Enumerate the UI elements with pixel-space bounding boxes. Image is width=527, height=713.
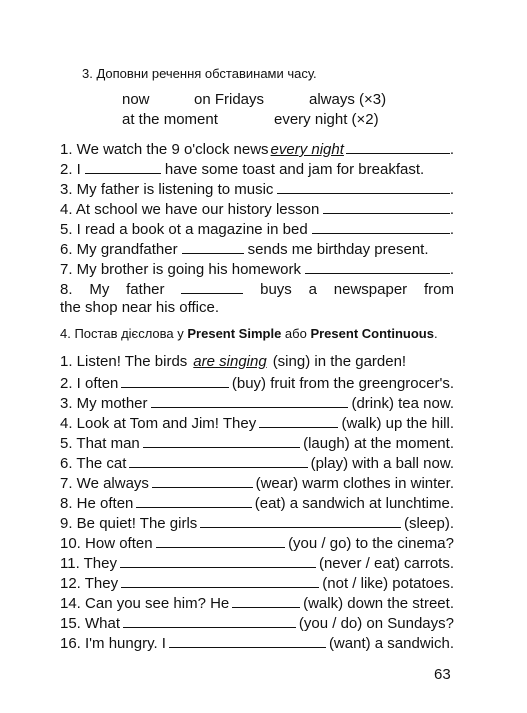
- exercise-3-title: 3. Доповни речення обставинами часу.: [82, 66, 317, 81]
- answer-blank[interactable]: [346, 139, 450, 154]
- ex4-sentence-3: 3. My mother (drink) tea now.: [60, 395, 454, 412]
- example-answer: every night: [270, 141, 344, 158]
- example-answer: are singing: [193, 353, 267, 370]
- word-always: always (×3): [309, 91, 387, 108]
- answer-blank[interactable]: [151, 393, 349, 408]
- answer-blank[interactable]: [232, 593, 300, 608]
- answer-blank[interactable]: [121, 373, 229, 388]
- ex3-sentence-8-cont: the shop near his office.: [60, 299, 219, 316]
- ex4-sentence-15: 15. What (you / do) on Sundays?: [60, 615, 454, 632]
- answer-blank[interactable]: [143, 433, 300, 448]
- ex4-sentence-4: 4. Look at Tom and Jim! They (walk) up the hill.: [60, 415, 454, 432]
- exercise-4-title: 4. Постав дієслова у Present Simple або Present Continuous.: [60, 326, 438, 341]
- ex4-sentence-9: 9. Be quiet! The girls (sleep).: [60, 515, 454, 532]
- answer-blank[interactable]: [156, 533, 286, 548]
- answer-blank[interactable]: [121, 573, 319, 588]
- page-number: 63: [434, 666, 451, 683]
- answer-blank[interactable]: [277, 179, 449, 194]
- ex4-sentence-11: 11. They (never / eat) carrots.: [60, 555, 454, 572]
- ex4-sentence-8: 8. He often (eat) a sandwich at lunchtime.: [60, 495, 454, 512]
- answer-blank[interactable]: [123, 613, 296, 628]
- answer-blank[interactable]: [120, 553, 316, 568]
- answer-blank[interactable]: [312, 219, 450, 234]
- ex3-sentence-2: 2. I have some toast and jam for breakfast.: [60, 161, 425, 178]
- ex3-sentence-1: 1. We watch the 9 o'clock news every night .: [60, 141, 454, 158]
- answer-blank[interactable]: [305, 259, 450, 274]
- ex4-sentence-14: 14. Can you see him? He (walk) down the street.: [60, 595, 454, 612]
- ex3-sentence-6: 6. My grandfather sends me birthday present.: [60, 241, 429, 258]
- answer-blank[interactable]: [259, 413, 338, 428]
- word-on-fridays: on Fridays: [194, 91, 265, 108]
- ex4-sentence-10: 10. How often (you / go) to the cinema?: [60, 535, 454, 552]
- ex3-sentence-4: 4. At school we have our history lesson .: [60, 201, 454, 218]
- ex3-sentence-8: 8. My father buys a newspaper from: [60, 281, 454, 298]
- ex4-sentence-12: 12. They (not / like) potatoes.: [60, 575, 454, 592]
- word-every-night: every night (×2): [274, 111, 379, 128]
- answer-blank[interactable]: [200, 513, 401, 528]
- word-now: now: [122, 91, 150, 108]
- ex3-sentence-7: 7. My brother is going his homework .: [60, 261, 454, 278]
- ex4-sentence-16: 16. I'm hungry. I (want) a sandwich.: [60, 635, 454, 652]
- ex3-sentence-5: 5. I read a book ot a magazine in bed .: [60, 221, 454, 238]
- answer-blank[interactable]: [182, 239, 244, 254]
- ex4-sentence-1: 1. Listen! The birds are singing (sing) in the garden!: [60, 353, 407, 370]
- ex4-sentence-6: 6. The cat (play) with a ball now.: [60, 455, 454, 472]
- answer-blank[interactable]: [136, 493, 251, 508]
- ex4-sentence-5: 5. That man (laugh) at the moment.: [60, 435, 454, 452]
- answer-blank[interactable]: [129, 453, 307, 468]
- ex4-sentence-2: 2. I often (buy) fruit from the greengrocer's.: [60, 375, 454, 392]
- ex3-sentence-3: 3. My father is listening to music .: [60, 181, 454, 198]
- answer-blank[interactable]: [85, 159, 161, 174]
- answer-blank[interactable]: [181, 279, 243, 294]
- word-at-the-moment: at the moment: [122, 111, 218, 128]
- answer-blank[interactable]: [169, 633, 326, 648]
- ex4-sentence-7: 7. We always (wear) warm clothes in winter.: [60, 475, 454, 492]
- answer-blank[interactable]: [323, 199, 450, 214]
- answer-blank[interactable]: [152, 473, 253, 488]
